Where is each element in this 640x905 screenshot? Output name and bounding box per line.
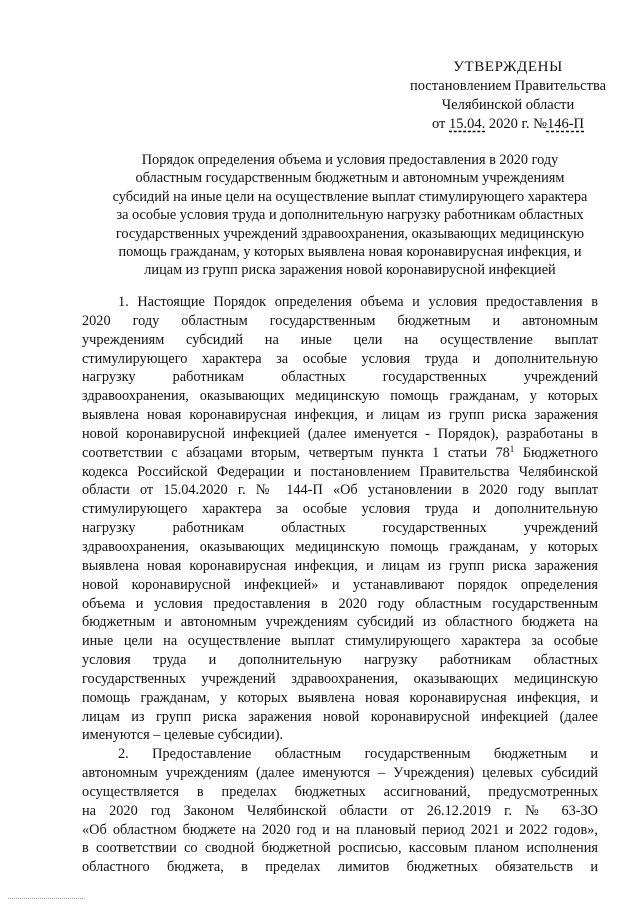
text-line: 2020 году областным государственным бюджетным и автономным bbox=[82, 312, 598, 329]
text-line: 1. Настоящие Порядок определения объема и условия предоставления в bbox=[118, 294, 598, 310]
title-line: помощь гражданам, у которых выявлена новая коронавирусная инфекция, и bbox=[118, 244, 582, 261]
document-title bbox=[112, 151, 588, 280]
text-line: именуются – целевые субсидии). bbox=[82, 727, 284, 744]
superscript: 1 bbox=[509, 443, 515, 454]
text-line: объема и условия предоставления в 2020 году областным государственным bbox=[82, 595, 598, 612]
title-line: Порядок определения объема и условия предоставления в 2020 году bbox=[141, 152, 559, 168]
text-line: на 2020 год Законом Челябинской области от 26.12.2019 г. № 63-ЗО bbox=[82, 802, 598, 819]
title-line: государственных учреждений здравоохранения, оказывающих медицинскую bbox=[115, 225, 585, 242]
text-line: автономным учреждениям (далее именуются – Учреждения) целевых субсидий bbox=[82, 765, 598, 782]
text-line: 2. Предоставление областным государственным бюджетным и bbox=[118, 746, 598, 763]
text-line: здравоохранения, оказывающих медицинскую помощь гражданам, у которых bbox=[82, 538, 598, 555]
text-line: нагрузку работникам областных государственных учреждений bbox=[82, 520, 598, 537]
approval-stamp bbox=[398, 58, 618, 134]
text-line: новой коронавирусной инфекцией (далее именуется - Порядок), разработаны в bbox=[82, 425, 598, 442]
paragraph-2 bbox=[82, 745, 598, 877]
date-value: 15.04. bbox=[449, 116, 486, 132]
text-line: государственных учреждений здравоохранения, оказывающих медицинскую bbox=[82, 670, 598, 687]
text-line: стимулирующего характера за особые условия труда и дополнительную bbox=[82, 501, 598, 518]
text-line: области от 15.04.2020 г. № 144-П «Об установлении в 2020 году выплат bbox=[82, 482, 598, 499]
text-fragment: соответствии с абзацами вторым, четвертым пункта 1 статьи 78 bbox=[82, 444, 510, 461]
title-line: лицам из групп риска заражения новой коронавирусной инфекцией bbox=[144, 262, 556, 279]
text-line: учреждениям субсидий на иные цели на осуществление выплат bbox=[82, 331, 598, 348]
paragraph-1 bbox=[82, 293, 598, 745]
date-prefix: от bbox=[432, 116, 446, 132]
title-line: областным государственным бюджетным и автономным учреждениям bbox=[135, 170, 565, 187]
title-line: за особые условия труда и дополнительную нагрузку работникам областных bbox=[116, 207, 584, 224]
text-line: помощь гражданам, у которых выявлена новая коронавирусная инфекция, и bbox=[82, 689, 598, 706]
text-line: бюджетным и автономным учреждениям субсидий из областного бюджета на bbox=[82, 614, 598, 631]
text-line: новой коронавирусной инфекцией» и устанавливают порядок определения bbox=[82, 576, 598, 593]
text-line: выявлена новая коронавирусная инфекция, и лицам из групп риска заражения bbox=[82, 407, 598, 424]
approval-line-2: Челябинской области bbox=[441, 97, 575, 113]
text-line: кодекса Российской Федерации и постановлением Правительства Челябинской bbox=[82, 463, 598, 480]
title-line: субсидий на иные цели на осуществление выплат стимулирующего характера bbox=[112, 188, 588, 205]
text-line: лицам из групп риска заражения новой коронавирусной инфекцией (далее bbox=[82, 708, 598, 725]
text-line: областного бюджета, в пределах лимитов бюджетных обязательств и bbox=[82, 859, 598, 876]
text-line: стимулирующего характера за особые условия труда и дополнительную bbox=[82, 350, 598, 367]
approval-heading: УТВЕРЖДЕНЫ bbox=[453, 59, 563, 75]
date-mid: 2020 г. № bbox=[488, 116, 547, 132]
text-line: осуществляется в пределах бюджетных ассигнований, предусмотренных bbox=[82, 783, 598, 800]
text-fragment: Бюджетного bbox=[514, 444, 598, 461]
page-bottom-divider bbox=[8, 898, 83, 899]
text-line: здравоохранения, оказывающих медицинскую помощь гражданам, у которых bbox=[82, 388, 598, 405]
text-line: нагрузку работникам областных государственных учреждений bbox=[82, 369, 598, 386]
text-line: иные цели на осуществление выплат стимулирующего характера за особые bbox=[82, 633, 598, 650]
text-line: условия труда и дополнительную нагрузку работникам областных bbox=[82, 652, 598, 669]
approval-date-line bbox=[398, 115, 618, 134]
text-line: выявлена новая коронавирусная инфекция, и лицам из групп риска заражения bbox=[82, 557, 598, 574]
document-body bbox=[82, 293, 598, 877]
approval-line-1: постановлением Правительства bbox=[409, 78, 607, 94]
number-value: 146-П bbox=[546, 116, 584, 132]
text-line: в соответствии со сводной бюджетной росписью, кассовым планом исполнения bbox=[82, 840, 598, 857]
text-line: «Об областном бюджете на 2020 год и на плановый период 2021 и 2022 годов», bbox=[82, 821, 598, 838]
text-line bbox=[82, 444, 598, 463]
